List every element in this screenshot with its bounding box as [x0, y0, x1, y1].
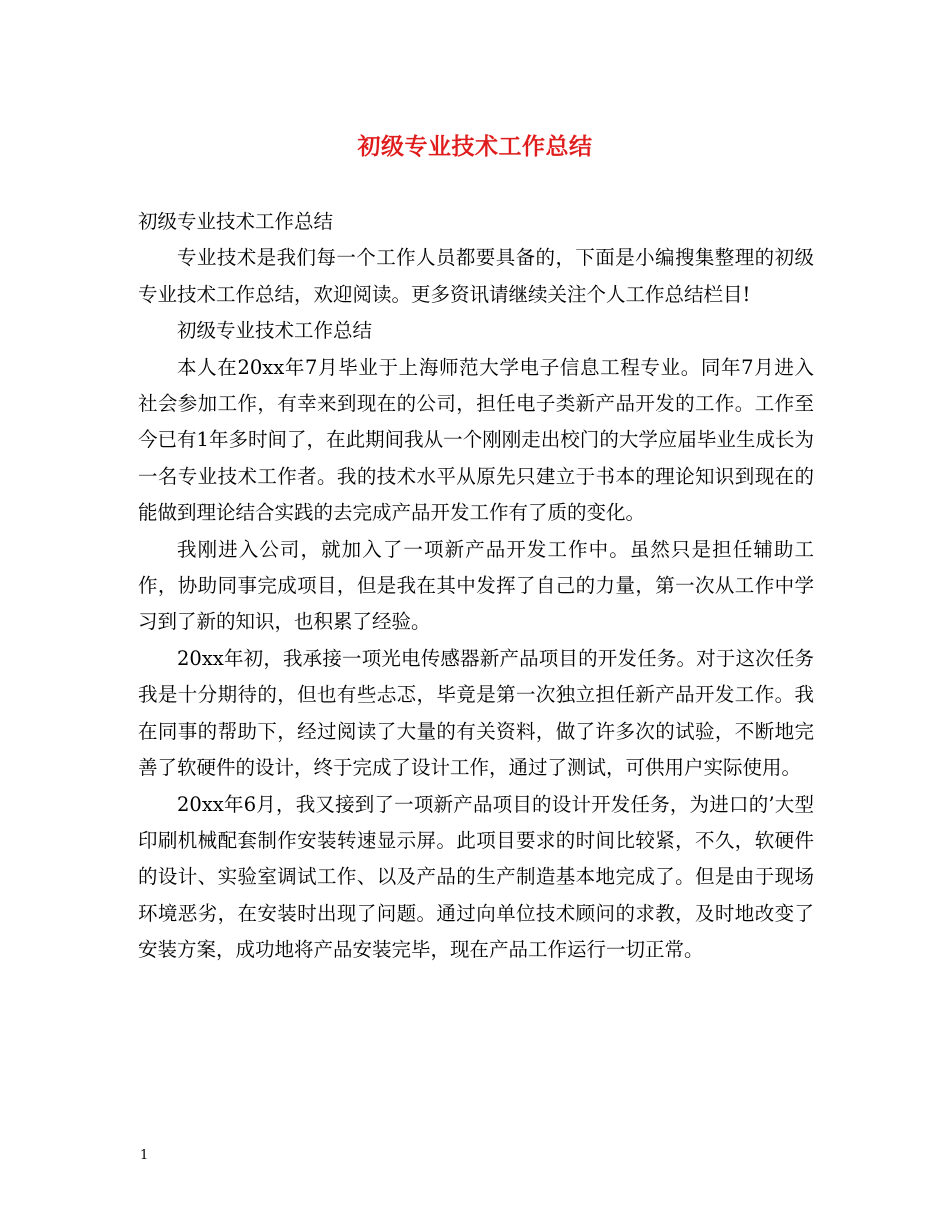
- paragraph: 20xx年初，我承接一项光电传感器新产品项目的开发任务。对于这次任务我是十分期待的，但也有些忐忑，毕竟是第一次独立担任新产品开发工作。我在同事的帮助下，经过阅读了大量的有关资料，做了许多次的试验，不断地完善了软硬件的设计，终于完成了设计工作，通过了测试，可供用户实际使用。: [138, 646, 814, 780]
- document-body: [138, 204, 814, 969]
- paragraph: 初级专业技术工作总结: [138, 210, 334, 233]
- paragraph: 20xx年6月，我又接到了一项新产品项目的设计开发任务，为进口的’大型印刷机械配套制作安装转速显示屏。此项目要求的时间比较紧，不久，软硬件的设计、实验室调试工作、以及产品的生产制造基本地完成了。但是由于现场环境恶劣，在安装时出现了问题。通过向单位技术顾问的求教，及时地改变了安装方案，成功地将产品安装完毕，现在产品工作运行一切正常。: [138, 792, 814, 962]
- paragraph: 本人在20xx年7月毕业于上海师范大学电子信息工程专业。同年7月进入社会参加工作，有幸来到现在的公司，担任电子类新产品开发的工作。工作至今已有1年多时间了，在此期间我从一个刚刚走出校门的大学应届毕业生成长为一名专业技术工作者。我的技术水平从原先只建立于书本的理论知识到现在的能做到理论结合实践的去完成产品开发工作有了质的变化。: [138, 355, 814, 525]
- paragraph: 初级专业技术工作总结: [177, 319, 373, 343]
- paragraph: 我刚进入公司，就加入了一项新产品开发工作中。虽然只是担任辅助工作，协助同事完成项目，但是我在其中发挥了自己的力量，第一次从工作中学习到了新的知识，也积累了经验。: [138, 537, 814, 634]
- document-title: 初级专业技术工作总结: [357, 133, 593, 160]
- paragraph: 专业技术是我们每一个工作人员都要具备的，下面是小编搜集整理的初级专业技术工作总结，欢迎阅读。更多资讯请继续关注个人工作总结栏目!: [138, 246, 814, 306]
- page-number: 1: [140, 1148, 149, 1163]
